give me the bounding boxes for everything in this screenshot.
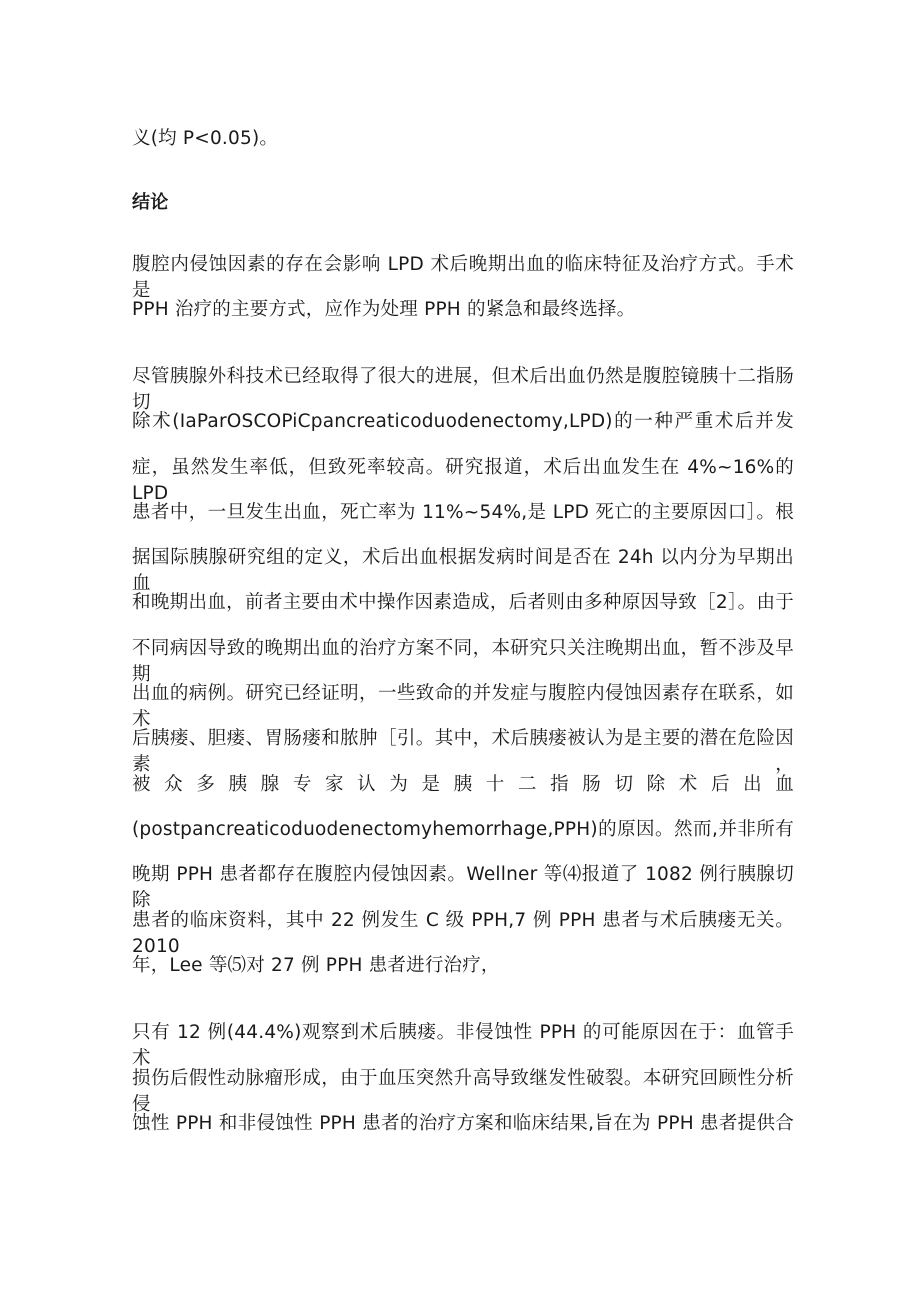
final-line: 蚀性 PPH 和非侵蚀性 PPH 患者的治疗方案和临床结果,旨在为 PPH 患者提供合	[132, 1113, 794, 1134]
body-line: 被 众 多 胰 腺 专 家 认 为 是 胰 十 二 指 肠 切 除 术 后 出 血	[132, 774, 794, 795]
body-line: 症，虽然发生率低，但致死率较高。研究报道，术后出血发生在 4%~16%的 LPD	[132, 457, 794, 504]
body-line: 后胰瘘、胆瘘、胃肠瘘和脓肿［引。其中，术后胰瘘被认为是主要的潜在危险因素，	[132, 728, 794, 775]
body-line: 年，Lee 等⑸对 27 例 PPH 患者进行治疗，	[132, 955, 500, 976]
conclusion-line: 腹腔内侵蚀因素的存在会影响 LPD 术后晚期出血的临床特征及治疗方式。手术是	[132, 254, 794, 301]
text-line-intro-tail: 义(均 P<0.05)。	[132, 128, 279, 149]
conclusion-line: PPH 治疗的主要方式，应作为处理 PPH 的紧急和最终选择。	[132, 299, 636, 320]
body-line: 据国际胰腺研究组的定义，术后出血根据发病时间是否在 24h 以内分为早期出血	[132, 547, 794, 594]
body-line: 不同病因导致的晚期出血的治疗方案不同，本研究只关注晚期出血，暂不涉及早期	[132, 638, 794, 685]
body-line: 除术(IaParOSCOPiCpancreaticoduodenectomy,LPD)的一种严重术后并发	[132, 411, 794, 432]
body-line: (postpancreaticoduodenectomyhemorrhage,PPH)的原因。然而,并非所有	[132, 819, 794, 840]
section-heading-conclusion: 结论	[132, 192, 169, 213]
final-line: 只有 12 例(44.4%)观察到术后胰瘘。非侵蚀性 PPH 的可能原因在于：血管手术	[132, 1022, 794, 1069]
body-line: 出血的病例。研究已经证明，一些致命的并发症与腹腔内侵蚀因素存在联系，如术	[132, 683, 794, 730]
body-line: 患者中，一旦发生出血，死亡率为 11%~54%,是 LPD 死亡的主要原因口］。根	[132, 502, 794, 523]
body-line: 患者的临床资料，其中 22 例发生 C 级 PPH,7 例 PPH 患者与术后胰瘘无关。2010	[132, 910, 794, 957]
body-line: 尽管胰腺外科技术已经取得了很大的进展，但术后出血仍然是腹腔镜胰十二指肠切	[132, 366, 794, 413]
final-line: 损伤后假性动脉瘤形成，由于血压突然升高导致继发性破裂。本研究回顾性分析侵	[132, 1068, 794, 1115]
body-line: 晚期 PPH 患者都存在腹腔内侵蚀因素。Wellner 等⑷报道了 1082 例行胰腺切除	[132, 864, 794, 911]
body-line: 和晚期出血，前者主要由术中操作因素造成，后者则由多种原因导致［2］。由于	[132, 592, 794, 613]
